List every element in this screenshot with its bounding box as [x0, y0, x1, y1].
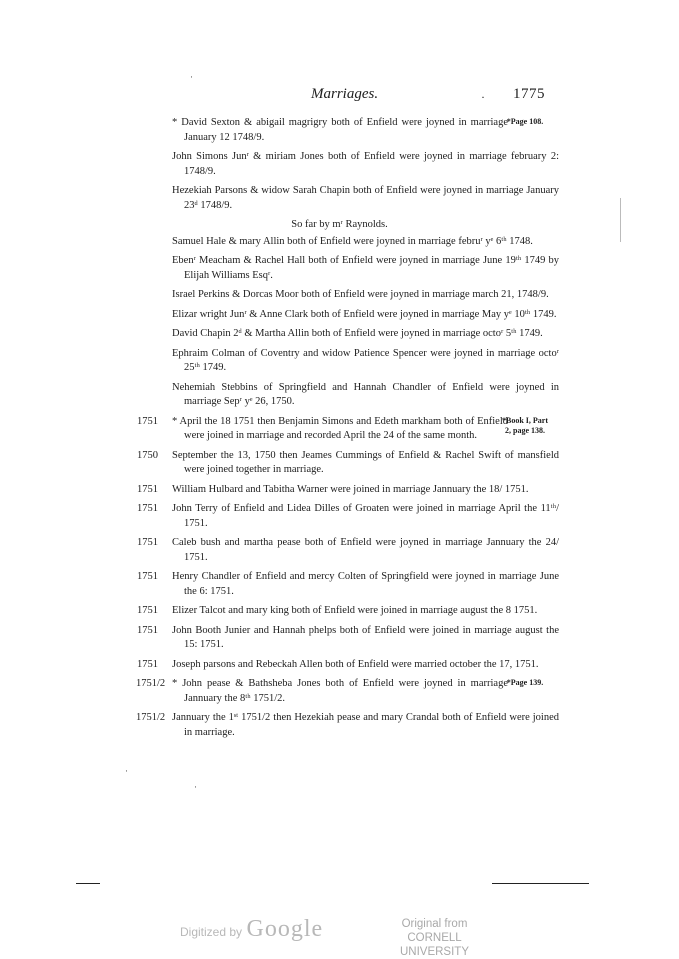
entry-text: Henry Chandler of Enfield and mercy Colten of Springfield were joyned in marriage June the 6: 1751. [172, 571, 559, 597]
entry-text: William Hulbard and Tabitha Warner were joined in marriage Jannuary the 18/ 1751. [172, 483, 529, 495]
entry [0, 502, 679, 531]
entry-note: *Page 139. [506, 678, 544, 687]
entry-year: 1751 [137, 624, 158, 636]
entry [0, 483, 679, 498]
entry [0, 347, 679, 376]
entry [0, 184, 679, 213]
entry-text: Ephraim Colman of Coventry and widow Patience Spencer were joyned in marriage octoʳ 25ᵗʰ 1749. [172, 347, 559, 373]
entry [0, 308, 679, 323]
entry-text: David Chapin 2ᵈ & Martha Allin both of Enfield were joyned in marriage octoʳ 5ᵗʰ 1749. [172, 328, 543, 339]
entry [0, 658, 679, 673]
page-number: 1775 [513, 86, 545, 102]
entry-text: Elizer Talcot and mary king both of Enfield were joined in marriage august the 8 1751. [172, 605, 538, 616]
entry [0, 677, 679, 706]
entry-text: Caleb bush and martha pease both of Enfield were joyned in marriage Jannuary the 24/ 1751. [172, 537, 559, 563]
entry-text: Israel Perkins & Dorcas Moor both of Enfield were joyned in marriage march 21, 1748/9. [172, 289, 549, 300]
bottom-rule-left [76, 883, 100, 884]
margin-dot: · [194, 782, 197, 792]
entry [0, 570, 679, 599]
bottom-rule-right [492, 883, 589, 884]
entry-year: 1751 [137, 537, 158, 548]
entry [0, 536, 679, 565]
entry [0, 604, 679, 619]
google-wordmark: Google [246, 916, 324, 942]
entry [0, 116, 679, 145]
entry [0, 711, 679, 740]
entry [0, 150, 679, 179]
entry-year: 1751/2 [136, 678, 166, 689]
entry-text: Hezekiah Parsons & widow Sarah Chapin both of Enfield were joyned in marriage January 23ᵈ 1748/9. [172, 185, 559, 211]
entry-text: Ebenʳ Meacham & Rachel Hall both of Enfield were joyned in marriage June 19ᵗʰ 1749 by Elijah Williams Esqʳ. [172, 255, 559, 281]
entry-note: *Book I, Part 2, page 138. [502, 415, 548, 435]
entry [0, 624, 679, 653]
entry-text: Nehemiah Stebbins of Springfield and Hannah Chandler of Enfield were joyned in marriage Sepʳ yᵉ 26, 1750. [172, 381, 559, 407]
entry-year: 1751 [137, 605, 158, 616]
entry-text: Elizar wright Junʳ & Anne Clark both of Enfield were joyned in marriage May yᵉ 10ᵗʰ 1749. [172, 308, 557, 320]
entry [0, 381, 679, 410]
entry-text: * April the 18 1751 then Benjamin Simons and Edeth markham both of Enfield were joined in marriage and recorded April the 24 of the same month. [172, 415, 508, 441]
entry-year: 1751 [137, 658, 158, 670]
margin-dot: · [125, 766, 128, 776]
entry-year: 1751 [137, 571, 158, 582]
entry-text: * John pease & Bathsheba Jones both of Enfield were joyned in marriage Jannuary the 8ᵗʰ 1751/2. [172, 678, 508, 704]
digitized-by-google [180, 916, 323, 943]
institution-label: CORNELL UNIVERSITY [399, 932, 469, 958]
entry-text: Jannuary the 1ˢᵗ 1751/2 then Hezekiah pease and mary Crandal both of Enfield were joined in marriage. [172, 712, 559, 738]
entry [0, 218, 679, 233]
entry-year: 1751/2 [136, 712, 166, 723]
header-dot: · [481, 90, 485, 104]
original-from-credit [382, 917, 487, 959]
entry-text: Joseph parsons and Rebeckah Allen both of Enfield were married october the 17, 1751. [172, 658, 539, 670]
entry-year: 1751 [137, 415, 158, 427]
entry [0, 235, 679, 250]
original-from-label: Original from [401, 918, 468, 930]
entry [0, 415, 679, 444]
entry-note: *Page 108. [506, 117, 544, 126]
entry-text: Samuel Hale & mary Allin both of Enfield were joyned in marriage februʳ yᵉ 6ᵗʰ 1748. [172, 235, 533, 247]
entry-text: September the 13, 1750 then Jeames Cummings of Enfield & Rachel Swift of mansfield were joined together in marriage. [172, 449, 559, 475]
entry-year: 1750 [137, 449, 158, 461]
entry [0, 327, 679, 342]
entry-year: 1751 [137, 483, 158, 495]
margin-dot: · [190, 72, 193, 82]
entry-text: John Booth Junier and Hannah phelps both of Enfield were joined in marriage august the 15: 1751. [172, 624, 559, 650]
entry-text: John Simons Junʳ & miriam Jones both of Enfield were joyned in marriage february 2: 1748/9. [172, 151, 559, 177]
digitized-by-label: Digitized by [180, 925, 243, 939]
running-title: Marriages. [311, 86, 379, 102]
marriage-entries [0, 116, 679, 745]
entry-text: * David Sexton & abigail magrigry both of Enfield were joyned in marriage January 12 1748/9. [172, 117, 508, 143]
entry [0, 254, 679, 283]
entry-text: John Terry of Enfield and Lidea Dilles of Groaten were joined in marriage April the 11ᵗʰ/ 1751. [172, 503, 559, 529]
entry [0, 449, 679, 478]
entry [0, 288, 679, 303]
entry-year: 1751 [137, 503, 158, 514]
section-note: So far by mʳ Raynolds. [291, 219, 388, 230]
